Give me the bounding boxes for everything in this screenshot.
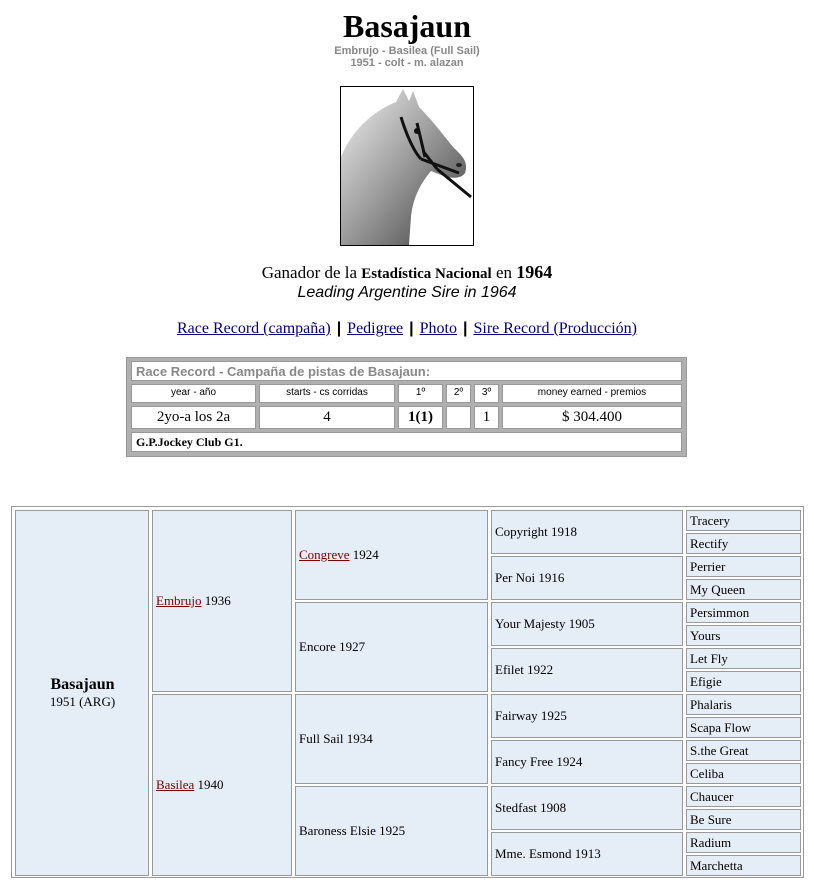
race-record-table	[126, 357, 687, 457]
pedigree-gen4-cell	[686, 556, 801, 577]
pedigree-gen2-cell	[295, 510, 488, 600]
section-nav	[0, 320, 814, 338]
pedigree-gen4-cell	[686, 717, 801, 738]
pedigree-gen4-cell	[686, 740, 801, 761]
details-line: 1951 - colt - m. alazan	[350, 57, 464, 69]
gen2-year: 1924	[352, 547, 379, 562]
pedigree-gen4-cell	[686, 855, 801, 876]
col-first: 1º	[398, 384, 443, 403]
pedigree-gen4-cell	[686, 510, 801, 531]
sire-link[interactable]: Embrujo	[156, 593, 202, 608]
col-third: 3º	[474, 384, 499, 403]
gen3-label: Stedfast 1908	[495, 800, 567, 815]
pedigree-gen4-cell	[686, 602, 801, 623]
winner-mid: en	[495, 263, 513, 282]
pedigree-sire	[152, 510, 292, 692]
gen4-label: My Queen	[690, 581, 746, 597]
gen4-label: S.the Great	[690, 742, 749, 758]
gen4-label: Celiba	[690, 765, 724, 781]
gen4-label: Be Sure	[690, 811, 732, 827]
gen4-label: Perrier	[690, 558, 726, 574]
gen3-label: Mme. Esmond 1913	[495, 846, 601, 861]
race-note: G.P.Jockey Club G1.	[131, 432, 682, 452]
pedigree-gen3-cell	[491, 740, 683, 784]
pedigree-gen4-cell	[686, 671, 801, 692]
cell-third: 1	[474, 406, 499, 429]
pedigree-gen4-cell	[686, 694, 801, 715]
gen4-label: Scapa Flow	[690, 719, 752, 735]
pedigree-gen3-cell	[491, 832, 683, 876]
estadistica-label: Estadística Nacional	[361, 266, 492, 282]
horse-head-photo	[340, 86, 474, 246]
gen3-label: Your Majesty 1905	[495, 616, 595, 631]
pedigree-gen4-cell	[686, 763, 801, 784]
sire-year: 1936	[204, 593, 231, 608]
pedigree-gen3-cell	[491, 786, 683, 830]
nav-separator: |	[409, 320, 414, 337]
gen2-year: 1925	[379, 823, 406, 838]
gen2-year: 1934	[346, 731, 373, 746]
cell-money: $ 304.400	[502, 406, 682, 429]
gen4-label: Rectify	[690, 535, 729, 551]
gen3-label: Fairway 1925	[495, 708, 567, 723]
gen4-label: Let Fly	[690, 650, 728, 666]
gen4-label: Tracery	[690, 512, 730, 528]
pedigree-gen2-cell	[295, 786, 488, 876]
pedigree-gen4-cell	[686, 832, 801, 853]
gen4-label: Marchetta	[690, 857, 743, 873]
col-second: 2º	[446, 384, 471, 403]
pedigree-gen4-cell	[686, 533, 801, 554]
gen3-label: Per Noi 1916	[495, 570, 565, 585]
sire-record-link[interactable]: Sire Record (Producción)	[473, 320, 637, 337]
race-record-heading: Race Record - Campaña de pistas de Basajaun:	[131, 361, 682, 381]
pedigree-gen2-cell	[295, 602, 488, 692]
pedigree-link[interactable]: Pedigree	[347, 320, 404, 337]
winner-year: 1964	[516, 262, 553, 282]
col-year: year - año	[131, 384, 256, 403]
gen2-name: Full Sail	[299, 731, 344, 746]
gen3-label: Efilet 1922	[495, 662, 554, 677]
gen2-name: Encore	[299, 639, 336, 654]
pedigree-gen4-cell	[686, 786, 801, 807]
winner-prefix: Ganador de la	[261, 263, 358, 282]
gen3-label: Fancy Free 1924	[495, 754, 583, 769]
race-record-link[interactable]: Race Record (campaña)	[177, 320, 331, 337]
cell-year: 2yo-a los 2a	[131, 406, 256, 429]
nav-separator: |	[462, 320, 468, 337]
nav-separator: |	[336, 320, 342, 337]
pedigree-table	[11, 506, 804, 878]
photo-link[interactable]: Photo	[419, 320, 457, 337]
pedigree-gen3-cell	[491, 694, 683, 738]
col-money: money earned - premios	[502, 384, 682, 403]
pedigree-gen3-cell	[491, 510, 683, 554]
cell-first: 1(1)	[398, 406, 443, 429]
parents-line: Embrujo - Basilea (Full Sail)	[334, 45, 480, 57]
dam-year: 1940	[197, 777, 224, 792]
pedigree-gen3-cell	[491, 648, 683, 692]
dam-link[interactable]: Basilea	[156, 777, 195, 792]
gen4-label: Phalaris	[690, 696, 732, 712]
leading-sire-line	[0, 262, 814, 283]
gen4-label: Chaucer	[690, 788, 734, 804]
gen3-label: Copyright 1918	[495, 524, 577, 539]
cell-second	[446, 406, 471, 429]
gen4-label: Yours	[690, 627, 721, 643]
gen4-label: Persimmon	[690, 604, 750, 620]
cell-starts: 4	[259, 406, 395, 429]
subject-name: Basajaun	[50, 676, 115, 693]
col-starts: starts - cs corridas	[259, 384, 395, 403]
pedigree-gen4-cell	[686, 648, 801, 669]
pedigree-gen3-cell	[491, 556, 683, 600]
congreve-link[interactable]: Congreve	[299, 547, 350, 562]
pedigree-dam	[152, 694, 292, 876]
leading-sire-english: Leading Argentine Sire in 1964	[297, 284, 517, 301]
pedigree-gen2-cell	[295, 694, 488, 784]
gen2-name: Baroness Elsie	[299, 823, 376, 838]
pedigree-gen4-cell	[686, 579, 801, 600]
gen2-year: 1927	[339, 639, 366, 654]
page-title: Basajaun	[342, 8, 472, 44]
gen4-label: Radium	[690, 834, 732, 850]
gen4-label: Efigie	[690, 673, 722, 689]
subject-info: 1951 (ARG)	[49, 694, 116, 709]
pedigree-gen3-cell	[491, 602, 683, 646]
pedigree-subject	[15, 510, 149, 876]
pedigree-gen4-cell	[686, 809, 801, 830]
pedigree-gen4-cell	[686, 625, 801, 646]
